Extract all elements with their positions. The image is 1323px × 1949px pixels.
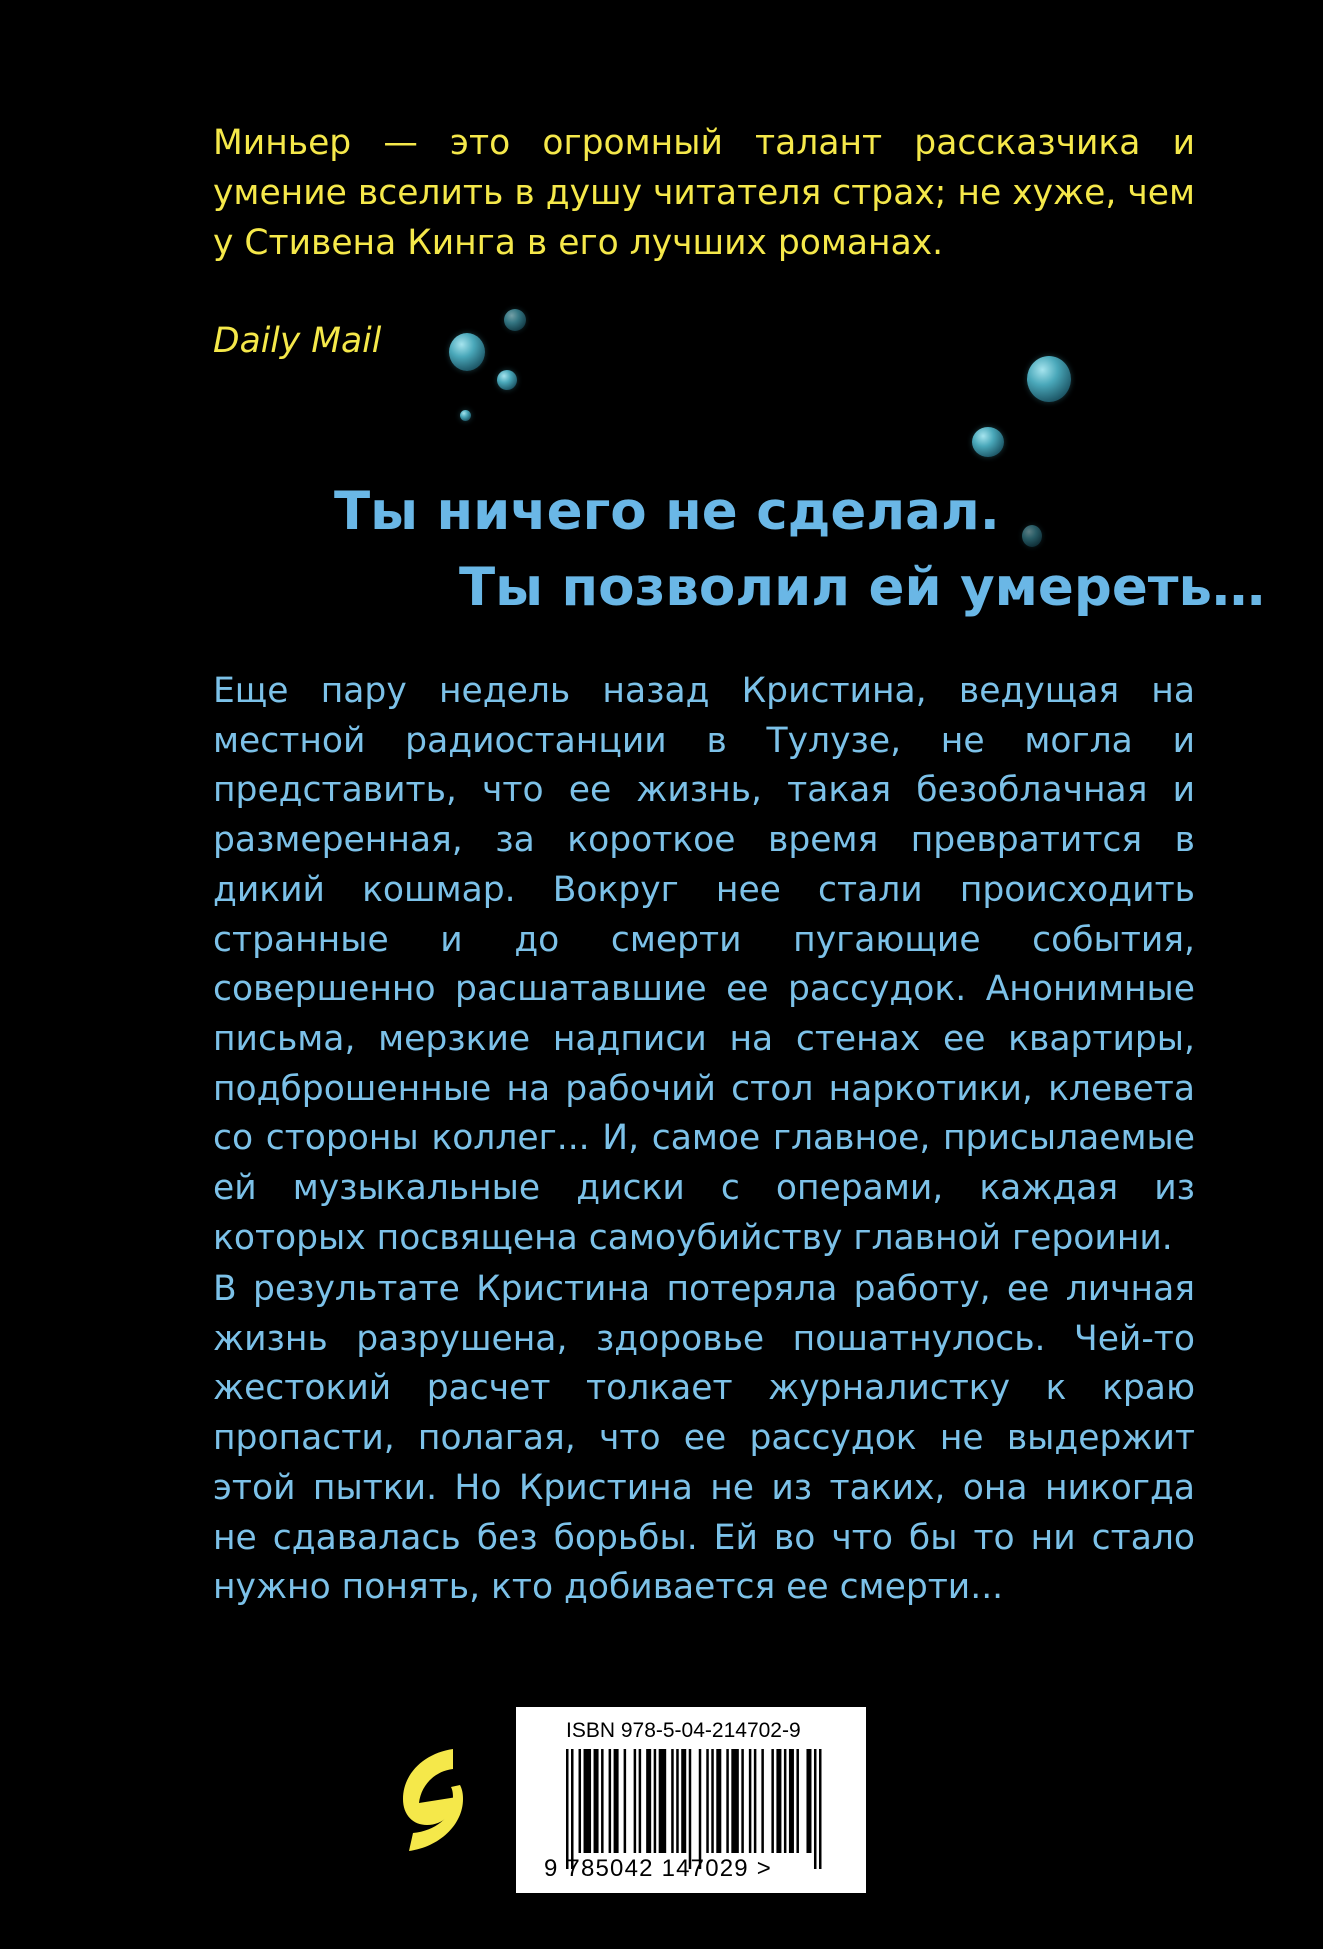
barcode-bar — [706, 1749, 709, 1853]
barcode-bar — [731, 1749, 739, 1853]
barcode-bar — [741, 1749, 744, 1853]
barcode-bar — [789, 1749, 794, 1853]
barcode-bar — [594, 1749, 599, 1853]
barcode-bar — [639, 1749, 642, 1853]
barcode-bar — [624, 1749, 627, 1853]
barcode-bar — [726, 1749, 729, 1853]
barcode-bar — [654, 1749, 657, 1853]
barcode-digits: 9 785042 147029 > — [544, 1855, 772, 1882]
barcode-bar — [614, 1749, 619, 1853]
barcode-bar — [681, 1749, 686, 1853]
barcode-bar — [806, 1749, 811, 1853]
barcode-icon — [566, 1749, 824, 1869]
tagline-line-1: Ты ничего не сделал. — [334, 481, 1000, 542]
barcode-bar — [796, 1749, 799, 1853]
barcode-bar — [566, 1749, 569, 1869]
barcode-bar — [609, 1749, 612, 1853]
barcode-bar — [754, 1749, 757, 1853]
bubble-decoration — [1027, 356, 1071, 402]
bubble-decoration — [460, 410, 471, 421]
barcode-bar — [784, 1749, 787, 1853]
barcode-bar — [579, 1749, 582, 1853]
description-paragraph-1: Еще пару недель назад Кристина, ведущая на местной радиостанции в Тулузе, не могла и представить, что ее жизнь, такая безоблачная и размеренная, за короткое время превратится в дикий кошмар. Вокруг нее стали происходить странные и до смерти пугающие события, совершенно расшатавшие ее рассудок. Анонимные письма, мерзкие надписи на стенах ее квартиры, подброшенные на рабочий стол наркотики, клевета со стороны коллег... И, самое главное, присылаемые ей музыкальные диски с операми, каждая из которых посвящена самоубийству главной героини. — [213, 671, 1195, 1258]
barcode-bar — [659, 1749, 667, 1853]
barcode-bar — [571, 1749, 574, 1869]
barcode-bar — [699, 1749, 702, 1869]
barcode-bar — [689, 1749, 692, 1869]
bubble-decoration — [1022, 525, 1042, 547]
barcode-bar — [584, 1749, 592, 1853]
eksmo-logo-icon — [395, 1743, 471, 1855]
barcode-bar — [749, 1749, 752, 1853]
review-source: Daily Mail — [213, 321, 382, 361]
bubble-decoration — [449, 333, 485, 371]
bubble-decoration — [972, 427, 1004, 457]
barcode-bar — [776, 1749, 781, 1853]
bubble-decoration — [497, 370, 517, 390]
description-paragraph-2: В результате Кристина потеряла работу, ее личная жизнь разрушена, здоровье пошатнулось. Чей-то жестокий расчет толкает журналистку к краю пропасти, полагая, что ее рассудок не выдержит этой пытки. Но Кристина не из таких, она никогда не сдавалась без борьбы. Ей во что бы то ни стало нужно понять, кто добивается ее смерти... — [213, 1269, 1195, 1608]
barcode-bar — [814, 1749, 817, 1869]
barcode-bar — [711, 1749, 714, 1853]
barcode-bar — [646, 1749, 651, 1853]
isbn-label: ISBN 978-5-04-214702-9 — [566, 1719, 801, 1742]
tagline-line-2: Ты позволил ей умереть… — [459, 557, 1265, 618]
barcode-bar — [601, 1749, 604, 1853]
barcode-bar — [671, 1749, 674, 1853]
barcode-bar — [771, 1749, 774, 1853]
review-quote: Миньер — это огромный талант рассказчика и умение вселить в душу читателя страх; не хуже, чем у Стивена Кинга в его лучших романах. — [213, 123, 1195, 263]
barcode-bar — [761, 1749, 764, 1853]
barcode-bar — [716, 1749, 721, 1853]
barcode-bar — [819, 1749, 822, 1869]
barcode-bar — [634, 1749, 637, 1853]
barcode-bar — [676, 1749, 679, 1853]
isbn-barcode — [516, 1707, 866, 1893]
bubble-decoration — [504, 309, 526, 331]
